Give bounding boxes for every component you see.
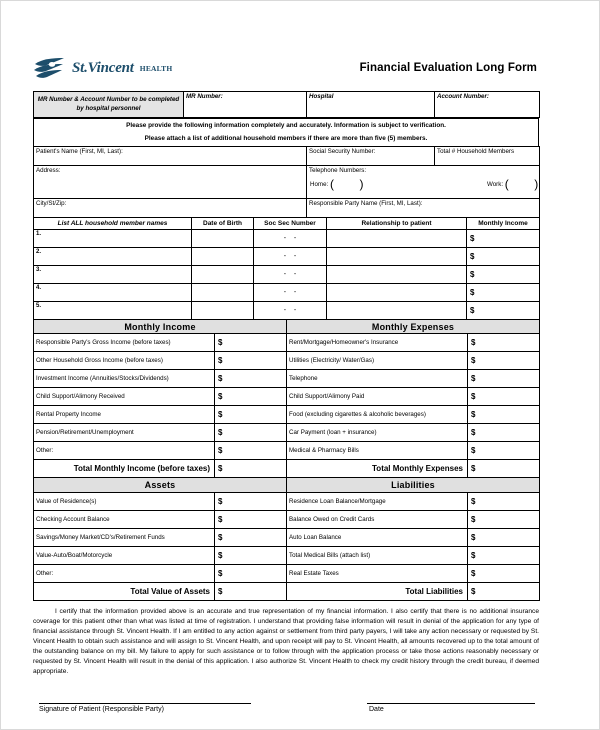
- income-label: Rental Property Income: [34, 406, 215, 424]
- form-header: [33, 45, 539, 91]
- expense-label: Rent/Mortgage/Homeowner's Insurance: [287, 334, 468, 352]
- instruction-line-2: Please attach a list of additional household members if there are more than five (5) members.: [34, 132, 539, 146]
- dob-cell[interactable]: [192, 230, 254, 248]
- ssn-cell[interactable]: - -: [254, 266, 327, 284]
- asset-amount[interactable]: $: [215, 510, 287, 528]
- col-date-of-birth: Date of Birth: [192, 217, 254, 229]
- instruction-line-1: Please provide the following information completely and accurately. Information is subject to verification.: [34, 119, 539, 133]
- total-assets-label: Total Value of Assets: [34, 582, 215, 600]
- table-row[interactable]: [34, 442, 540, 460]
- household-header-row: [34, 217, 540, 229]
- city-row: [34, 198, 540, 217]
- table-row[interactable]: [34, 510, 540, 528]
- expense-label: Telephone: [287, 370, 468, 388]
- table-row[interactable]: [34, 492, 540, 510]
- household-total-field[interactable]: Total # Household Members: [435, 146, 540, 165]
- asset-label: Checking Account Balance: [34, 510, 215, 528]
- income-label: Other Household Gross Income (before taxes): [34, 352, 215, 370]
- table-row[interactable]: [34, 266, 540, 284]
- work-phone-field[interactable]: [487, 178, 538, 192]
- income-amount[interactable]: $: [215, 442, 287, 460]
- work-label: Work:: [487, 180, 504, 188]
- expense-amount[interactable]: $: [468, 406, 540, 424]
- income-expenses-table: [33, 319, 540, 478]
- ssn-field[interactable]: Social Security Number:: [307, 146, 435, 165]
- asset-label: Other:: [34, 564, 215, 582]
- liability-label: Auto Loan Balance: [287, 528, 468, 546]
- liabilities-title: Liabilities: [287, 478, 540, 492]
- work-paren-open: (: [504, 176, 509, 191]
- income-label: Responsible Party's Gross Income (before taxes): [34, 334, 215, 352]
- row-number: 4.: [34, 284, 192, 302]
- asset-label: Value of Residence(s): [34, 492, 215, 510]
- date-label: Date: [369, 705, 384, 713]
- total-assets-amount[interactable]: $: [215, 582, 287, 600]
- assets-title: Assets: [34, 478, 287, 492]
- income-label: Other:: [34, 442, 215, 460]
- total-expenses-amount[interactable]: $: [468, 460, 540, 478]
- bird-logo-icon: [33, 57, 67, 79]
- asset-amount[interactable]: $: [215, 528, 287, 546]
- admin-row: [34, 92, 540, 118]
- monthly-expenses-title: Monthly Expenses: [287, 320, 540, 334]
- income-label: Investment Income (Annuities/Stocks/Dividends): [34, 370, 215, 388]
- asset-amount[interactable]: $: [215, 546, 287, 564]
- form-sheet: [33, 45, 539, 729]
- table-row[interactable]: [34, 248, 540, 266]
- table-row[interactable]: [34, 370, 540, 388]
- total-income-label: Total Monthly Income (before taxes): [34, 460, 215, 478]
- income-cell[interactable]: $: [467, 248, 540, 266]
- totals-row: [34, 460, 540, 478]
- income-label: Pension/Retirement/Unemployment: [34, 424, 215, 442]
- monthly-income-title: Monthly Income: [34, 320, 287, 334]
- asset-amount[interactable]: $: [215, 492, 287, 510]
- totals-row: [34, 582, 540, 600]
- expense-amount[interactable]: $: [468, 442, 540, 460]
- table-row[interactable]: [34, 284, 540, 302]
- address-field[interactable]: Address:: [34, 165, 307, 198]
- ssn-cell[interactable]: - -: [254, 248, 327, 266]
- table-row[interactable]: [34, 230, 540, 248]
- liability-amount[interactable]: $: [468, 528, 540, 546]
- liability-amount[interactable]: $: [468, 492, 540, 510]
- telephone-cell[interactable]: [307, 165, 540, 198]
- income-label: Child Support/Alimony Received: [34, 388, 215, 406]
- liability-label: Balance Owed on Credit Cards: [287, 510, 468, 528]
- expense-amount[interactable]: $: [468, 370, 540, 388]
- table-row[interactable]: [34, 302, 540, 320]
- col-monthly-income: Monthly Income: [467, 217, 540, 229]
- admin-table: [33, 91, 540, 118]
- household-members-table: [33, 217, 540, 320]
- ssn-cell[interactable]: - -: [254, 302, 327, 320]
- col-relationship: Relationship to patient: [327, 217, 467, 229]
- liability-label: Residence Loan Balance/Mortgage: [287, 492, 468, 510]
- table-row[interactable]: [34, 334, 540, 352]
- ssn-cell[interactable]: - -: [254, 284, 327, 302]
- ssn-cell[interactable]: - -: [254, 230, 327, 248]
- instructions-banner-2: [33, 132, 539, 146]
- patient-name-field[interactable]: Patient's Name (First, MI, Last):: [34, 146, 307, 165]
- signature-label: Signature of Patient (Responsible Party): [39, 705, 164, 713]
- dob-cell[interactable]: [192, 248, 254, 266]
- income-cell[interactable]: $: [467, 302, 540, 320]
- asset-amount[interactable]: $: [215, 564, 287, 582]
- home-paren-open: (: [329, 176, 334, 191]
- expense-amount[interactable]: $: [468, 334, 540, 352]
- city-state-zip-field[interactable]: City/St/Zip:: [34, 198, 307, 217]
- liability-amount[interactable]: $: [468, 564, 540, 582]
- st-vincent-logo: [33, 57, 172, 79]
- asset-label: Value-Auto/Boat/Motorcycle: [34, 546, 215, 564]
- table-row[interactable]: [34, 406, 540, 424]
- home-phone-field[interactable]: [310, 178, 363, 192]
- section-header-row: [34, 478, 540, 492]
- table-row[interactable]: [34, 352, 540, 370]
- date-line[interactable]: [367, 703, 535, 704]
- income-cell[interactable]: $: [467, 266, 540, 284]
- dob-cell[interactable]: [192, 302, 254, 320]
- total-expenses-label: Total Monthly Expenses: [287, 460, 468, 478]
- patient-name-row: [34, 146, 540, 165]
- income-amount[interactable]: $: [215, 424, 287, 442]
- row-number: 1.: [34, 230, 192, 248]
- expense-label: Food (excluding cigarettes & alcoholic beverages): [287, 406, 468, 424]
- expense-label: Car Payment (loan + insurance): [287, 424, 468, 442]
- home-paren-close: ): [359, 176, 364, 191]
- row-number: 5.: [34, 302, 192, 320]
- row-number: 2.: [34, 248, 192, 266]
- total-income-amount[interactable]: $: [215, 460, 287, 478]
- dob-cell[interactable]: [192, 284, 254, 302]
- liability-label: Real Estate Taxes: [287, 564, 468, 582]
- table-row[interactable]: [34, 388, 540, 406]
- work-paren-close: ): [534, 176, 539, 191]
- income-amount[interactable]: $: [215, 334, 287, 352]
- home-label: Home:: [310, 180, 329, 188]
- signature-line[interactable]: [39, 703, 251, 704]
- expense-amount[interactable]: $: [468, 352, 540, 370]
- table-row[interactable]: [34, 424, 540, 442]
- liability-label: Total Medical Bills (attach list): [287, 546, 468, 564]
- certification-text: I certify that the information provided above is an accurate and true representation of my financial information. I also certify that there is no additional insurance coverage for this patient other than what was listed at time of registration. I understand that providing false information will result in denial of the application for any type of financial assistance through St. Vincent Health. If I am entitled to any action against or settlement from third party payers, I will take any action necessary or requested by St. Vincent Health to obtain such assistance and will assign to St. Vincent Health, and upon receipt will pay to St. Vincent Health, all amounts recovered up to the total amount of the outstanding balance on my bill. My failure to apply for such assistance or to follow through with the application process or take those actions reasonably necessary or requested by St. Vincent Health will result in the denial of this application. I also authorize St. Vincent Health to check my credit history through the credit bureau, if deemed appropriate.: [33, 607, 539, 675]
- logo-wordmark: St.Vincent: [72, 59, 134, 76]
- mr-number-field[interactable]: MR Number:: [184, 92, 307, 118]
- patient-info-table: [33, 146, 540, 218]
- row-number: 3.: [34, 266, 192, 284]
- page-title: Financial Evaluation Long Form: [359, 62, 537, 74]
- relationship-cell[interactable]: [327, 230, 467, 248]
- table-row[interactable]: [34, 546, 540, 564]
- section-header-row: [34, 320, 540, 334]
- relationship-cell[interactable]: [327, 266, 467, 284]
- address-row: [34, 165, 540, 198]
- liability-amount[interactable]: $: [468, 546, 540, 564]
- responsible-party-field[interactable]: Responsible Party Name (First, MI, Last):: [307, 198, 540, 217]
- relationship-cell[interactable]: [327, 302, 467, 320]
- admin-note: MR Number & Account Number to be completed by hospital personnel: [34, 92, 184, 118]
- table-row[interactable]: [34, 564, 540, 582]
- income-amount[interactable]: $: [215, 370, 287, 388]
- logo-subtitle: HEALTH: [139, 63, 173, 73]
- expense-amount[interactable]: $: [468, 424, 540, 442]
- income-cell[interactable]: $: [467, 284, 540, 302]
- expense-label: Child Support/Alimony Paid: [287, 388, 468, 406]
- instructions-banner: [33, 118, 539, 133]
- telephone-label: Telephone Numbers:: [309, 166, 367, 174]
- liability-amount[interactable]: $: [468, 510, 540, 528]
- expense-label: Utilities (Electricity/ Water/Gas): [287, 352, 468, 370]
- income-amount[interactable]: $: [215, 352, 287, 370]
- income-amount[interactable]: $: [215, 388, 287, 406]
- income-amount[interactable]: $: [215, 406, 287, 424]
- account-number-field[interactable]: Account Number:: [435, 92, 540, 118]
- expense-amount[interactable]: $: [468, 388, 540, 406]
- total-liabilities-amount[interactable]: $: [468, 582, 540, 600]
- relationship-cell[interactable]: [327, 248, 467, 266]
- col-member-names: List ALL household member names: [34, 217, 192, 229]
- income-cell[interactable]: $: [467, 230, 540, 248]
- col-soc-sec: Soc Sec Number: [254, 217, 327, 229]
- hospital-field[interactable]: Hospital: [307, 92, 435, 118]
- dob-cell[interactable]: [192, 266, 254, 284]
- asset-label: Savings/Money Market/CD's/Retirement Funds: [34, 528, 215, 546]
- relationship-cell[interactable]: [327, 284, 467, 302]
- assets-liabilities-table: [33, 477, 540, 600]
- table-row[interactable]: [34, 528, 540, 546]
- total-liabilities-label: Total Liabilities: [287, 582, 468, 600]
- expense-label: Medical & Pharmacy Bills: [287, 442, 468, 460]
- signature-block: [33, 703, 539, 729]
